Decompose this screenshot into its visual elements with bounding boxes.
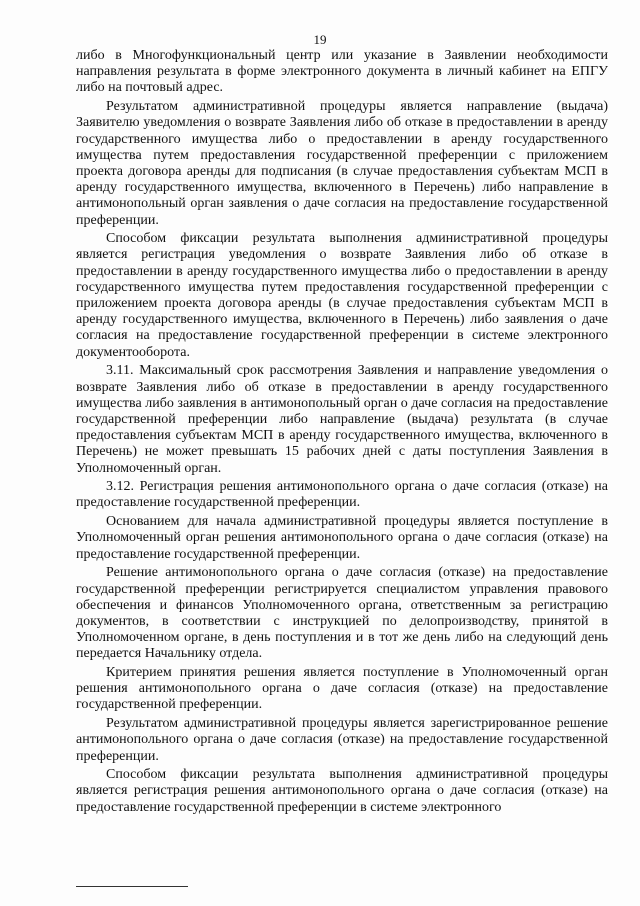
paragraph-3-12: 3.12. Регистрация решения антимонопольного органа о даче согласия (отказе) на предоставление государственной преференции. xyxy=(76,479,608,511)
footnote-separator xyxy=(76,886,188,887)
paragraph-criterion: Критерием принятия решения является поступление в Уполномоченный орган решения антимонопольного органа о даче согласия (отказе) на предоставление государственной преференции. xyxy=(76,665,608,713)
paragraph-decision-registration: Решение антимонопольного органа о даче согласия (отказе) на предоставление государственной преференции регистрируется специалистом управления правового обеспечения и финансов Уполномоченного органа, ответственным за регистрацию документов, в соответствии с инструкцией по делопроизводству, принятой в Уполномоченном органе, в день поступления и в тот же день либо на следующий день передается Начальнику отдела. xyxy=(76,565,608,662)
paragraph-result: Результатом административной процедуры является направление (выдача) Заявителю уведомления о возврате Заявления либо об отказе в предоставлении в аренду государственного имущества либо о предоставлении в аренду государственного имущества путем предоставления государственной преференции с приложением проекта договора аренды для подписания (в случае предоставления субъектам МСП в аренду государственного имущества, включенного в Перечень) либо направление в антимонопольный орган заявления о даче согласия на предоставление государственной преференции. xyxy=(76,99,608,228)
paragraph-continuation: либо в Многофункциональный центр или указание в Заявлении необходимости направления результата в форме электронного документа в личный кабинет на ЕПГУ либо на почтовый адрес. xyxy=(76,48,608,96)
paragraph-3-11: 3.11. Максимальный срок рассмотрения Заявления и направление уведомления о возврате Заявления либо об отказе в предоставлении в аренду государственного имущества либо заявления в антимонопольный орган о даче согласия на предоставление государственной преференции либо направление (выдача) результата (в случае предоставления субъектам МСП в аренду государственного имущества, включенного в Перечень) не может превышать 15 рабочих дней с даты поступления Заявления в Уполномоченный орган. xyxy=(76,363,608,476)
paragraph-basis: Основанием для начала административной процедуры является поступление в Уполномоченный орган решения антимонопольного органа о даче согласия (отказе) на предоставление государственной преференции. xyxy=(76,514,608,562)
paragraph-procedure-result: Результатом административной процедуры является зарегистрированное решение антимонопольного органа о даче согласия (отказе) на предоставление государственной преференции. xyxy=(76,716,608,764)
paragraph-fixation-method-2: Способом фиксации результата выполнения административной процедуры является регистрация решения антимонопольного органа о даче согласия (отказе) на предоставление государственной преференции в системе электронного xyxy=(76,767,608,815)
page-number: 19 xyxy=(313,32,327,47)
paragraph-fixation-method: Способом фиксации результата выполнения административной процедуры является регистрация уведомления о возврате Заявления либо об отказе в предоставлении в аренду государственного имущества либо о предоставлении в аренду государственного имущества путем предоставления государственной преференции с приложением проекта договора аренды (в случае предоставления субъектам МСП в аренду государственного имущества, включенного в Перечень) либо заявления о даче согласия на предоставление государственной преференции в системе электронного документооборота. xyxy=(76,231,608,360)
document-body xyxy=(76,48,608,818)
